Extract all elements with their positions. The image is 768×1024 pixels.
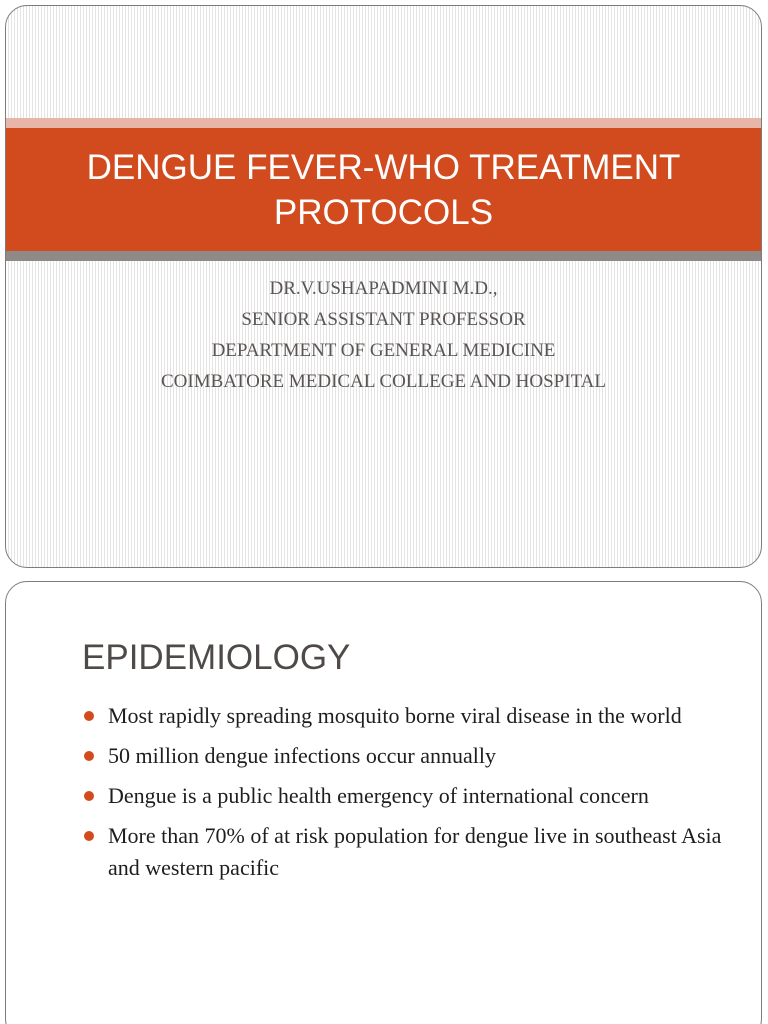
- list-item: [78, 820, 738, 884]
- bullet-list: [78, 700, 738, 892]
- slide-heading: EPIDEMIOLOGY: [82, 638, 351, 677]
- author-department: DEPARTMENT OF GENERAL MEDICINE: [211, 340, 556, 361]
- bullet-dot-icon: [84, 751, 94, 761]
- list-item: [78, 700, 738, 732]
- author-name: DR.V.USHAPADMINI M.D.,: [269, 278, 498, 299]
- bullet-text: More than 70% of at risk population for dengue live in southeast Asia and western pacific: [108, 823, 722, 880]
- title-band-bottom-stripe: [6, 251, 761, 261]
- list-item: [78, 740, 738, 772]
- title-band: [6, 128, 761, 251]
- bullet-text: 50 million dengue infections occur annually: [108, 743, 496, 768]
- slide-title: DENGUE FEVER-WHO TREATMENT PROTOCOLS: [86, 147, 681, 232]
- author-institution: COIMBATORE MEDICAL COLLEGE AND HOSPITAL: [161, 371, 606, 392]
- author-block: [6, 273, 761, 397]
- bullet-dot-icon: [84, 711, 94, 721]
- bullet-dot-icon: [84, 831, 94, 841]
- title-slide: [5, 5, 762, 568]
- author-position: SENIOR ASSISTANT PROFESSOR: [241, 309, 526, 330]
- list-item: [78, 780, 738, 812]
- title-band-top-stripe: [6, 118, 761, 128]
- bullet-text: Most rapidly spreading mosquito borne viral disease in the world: [108, 703, 682, 728]
- bullet-text: Dengue is a public health emergency of international concern: [108, 783, 649, 808]
- bullet-dot-icon: [84, 791, 94, 801]
- epidemiology-slide: [5, 581, 762, 1024]
